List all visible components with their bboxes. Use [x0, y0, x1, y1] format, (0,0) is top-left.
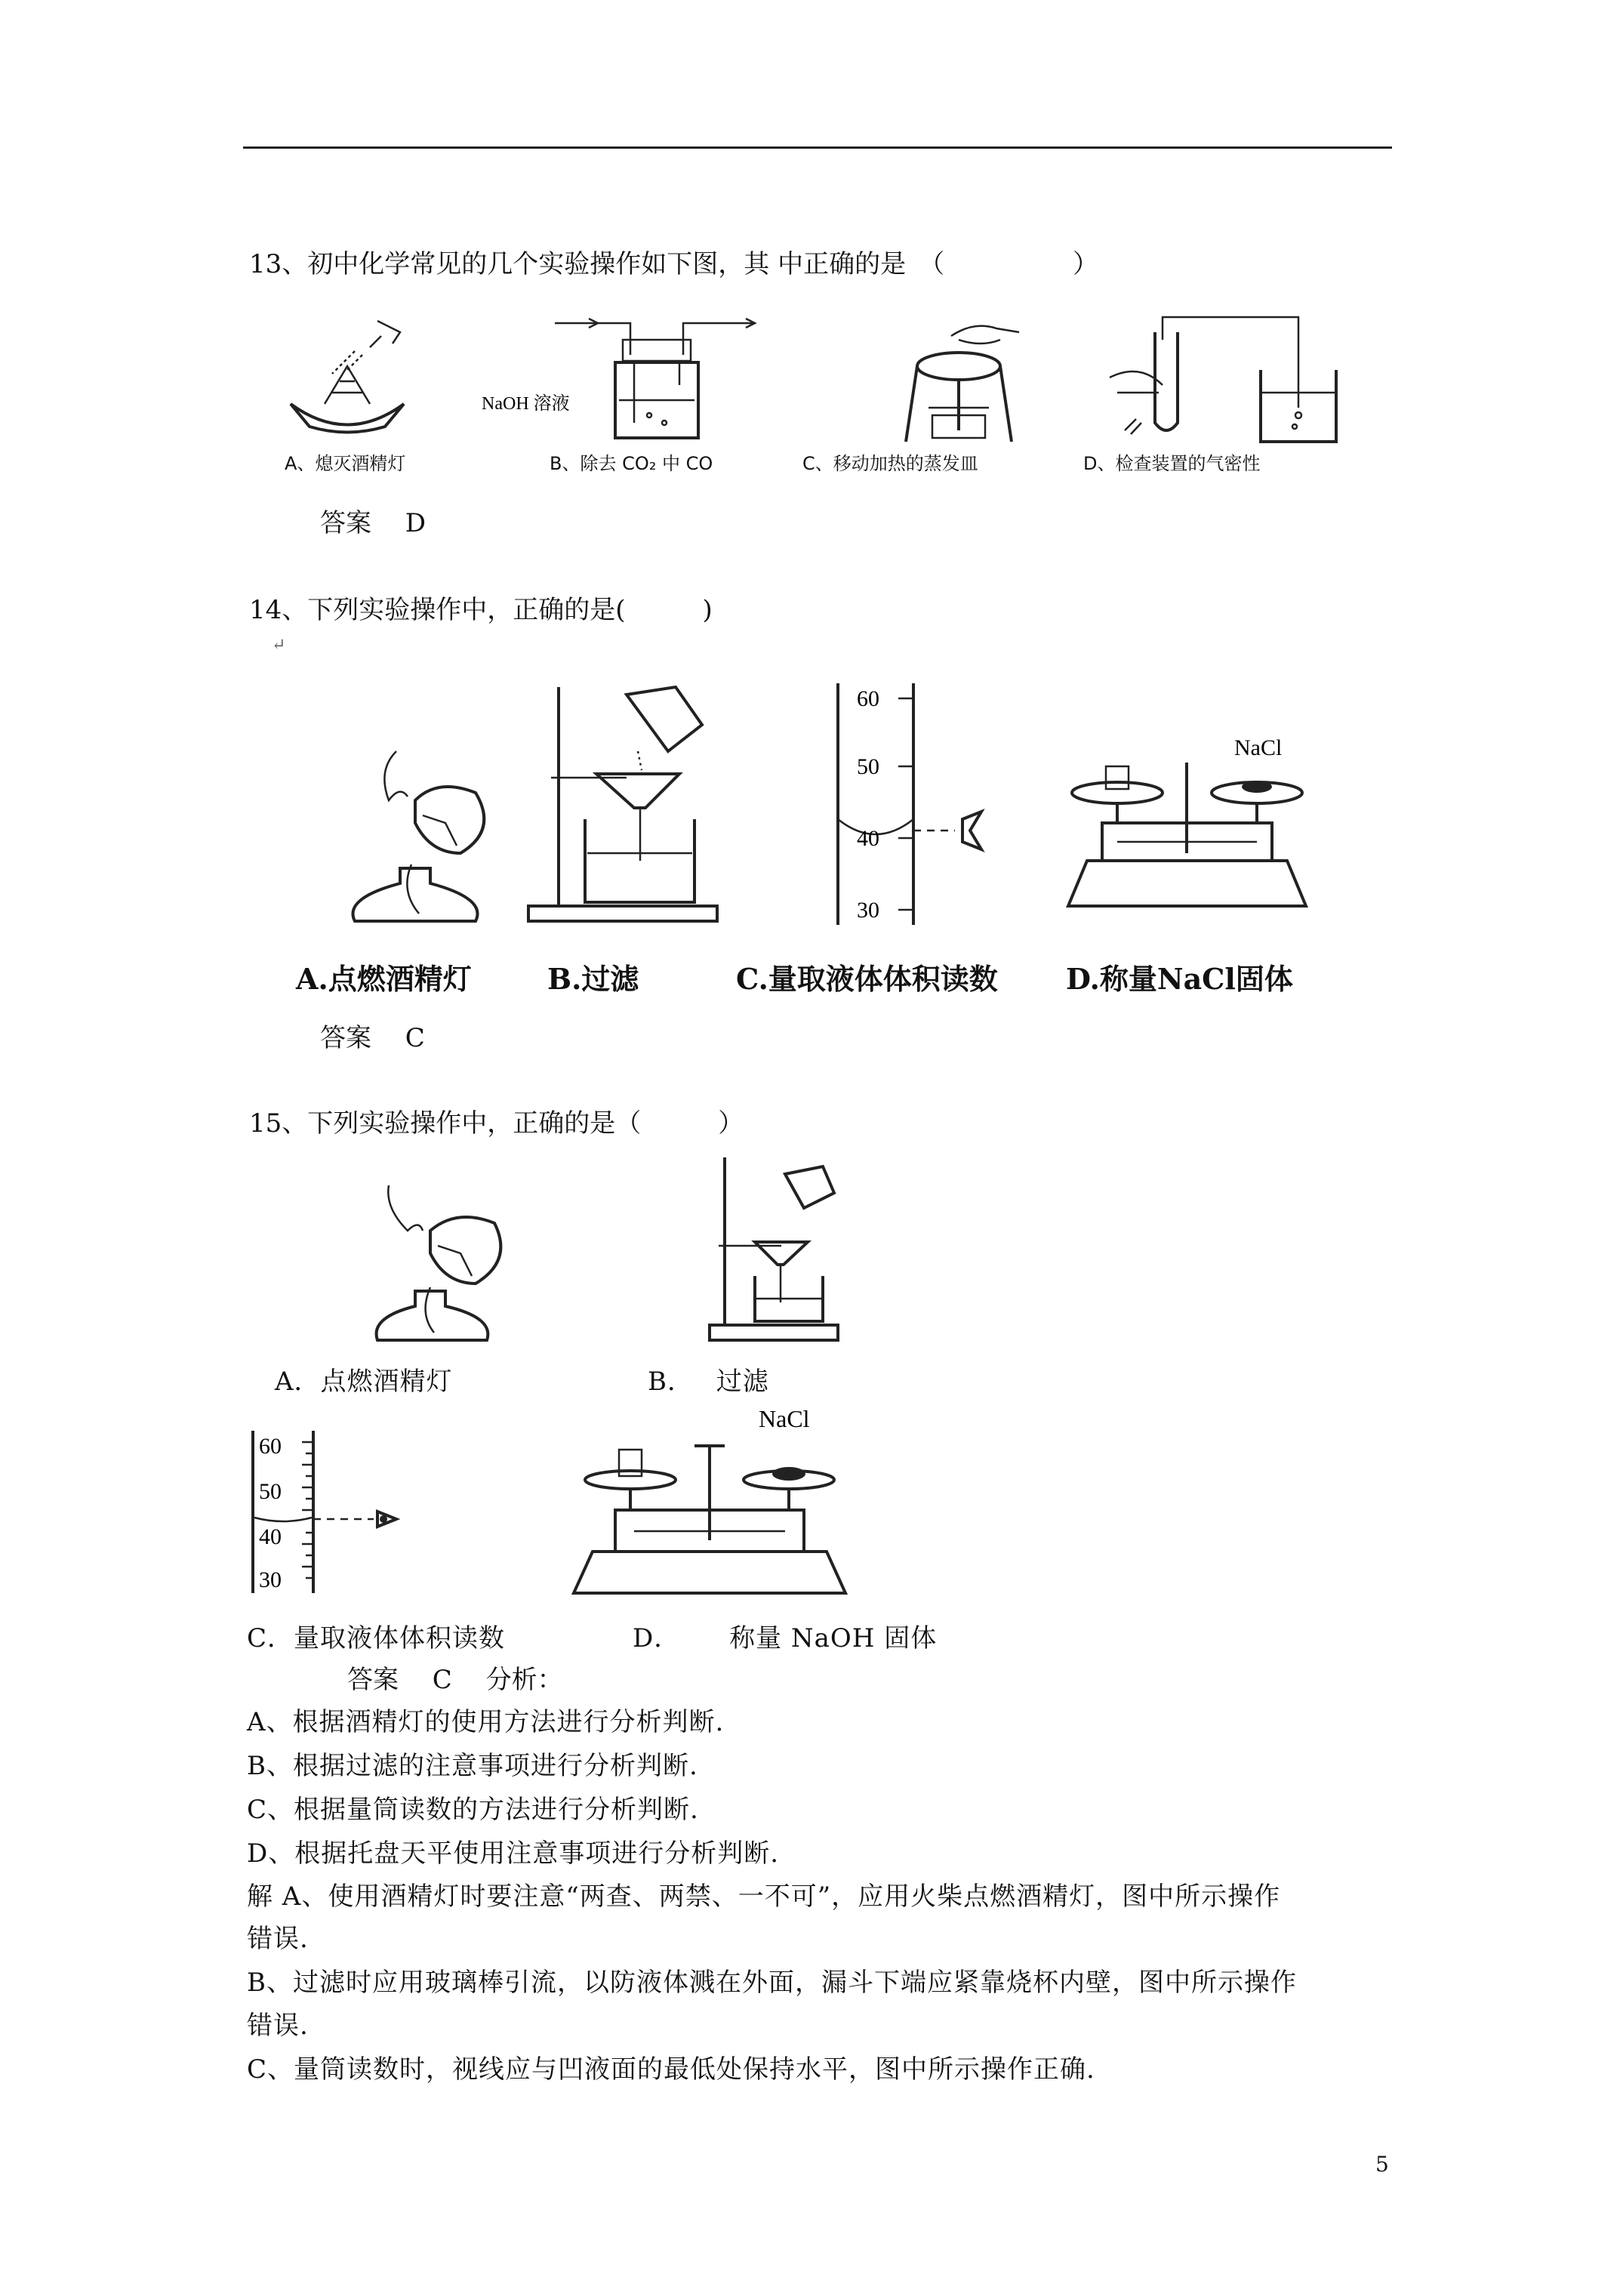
q15-figure-b	[702, 1151, 845, 1344]
q15-answer: 答案 C 分析：	[347, 1665, 563, 1695]
q15-cylinder-tick-60: 60	[259, 1434, 282, 1459]
question-13-title: 13、初中化学常见的几个实验操作如下图，其 中正确的是 （ ）	[249, 249, 1099, 279]
q15-caption-b: B． 过滤	[648, 1367, 769, 1397]
q14-cylinder-tick-60: 60	[857, 686, 879, 711]
q15-caption-c: C．量取液体体积读数	[247, 1623, 506, 1653]
question-14-title: 14、下列实验操作中，正确的是( )	[249, 595, 713, 625]
q15-figure-c	[245, 1427, 427, 1597]
q15-figure-a	[362, 1178, 521, 1348]
q14-cylinder-tick-40: 40	[857, 826, 879, 851]
q13-figure-d	[1095, 302, 1344, 453]
question-15-title: 15、下列实验操作中，正确的是（ ）	[249, 1108, 744, 1139]
q14-caption-b: B.过滤	[547, 962, 639, 996]
header-rule	[243, 146, 1392, 149]
q15-caption-d: D． 称量 NaOH 固体	[633, 1623, 938, 1653]
solution-line-4: 错误.	[247, 2011, 309, 2041]
solution-line-3: B、过滤时应用玻璃棒引流，以防液体溅在外面，漏斗下端应紧靠烧杯内壁，图中所示操作	[247, 1968, 1297, 1998]
q15-cylinder-tick-30: 30	[259, 1567, 282, 1592]
q14-figure-c	[823, 676, 1012, 932]
q13-answer: 答案 D	[320, 508, 427, 538]
q13-caption-c: C、移动加热的蒸发皿	[802, 453, 978, 474]
q15-figure-d	[574, 1404, 853, 1601]
q14-nacl-label: NaCl	[1234, 735, 1283, 760]
q14-figure-d	[1064, 732, 1321, 929]
solution-line-5: C、量筒读数时，视线应与凹液面的最低处保持水平，图中所示操作正确.	[247, 2054, 1095, 2085]
q14-cylinder-tick-50: 50	[857, 754, 879, 779]
naoh-solution-label: NaOH 溶液	[482, 394, 570, 414]
q14-caption-d: D.称量NaCl固体	[1066, 962, 1293, 996]
q13-caption-b: B、除去 CO₂ 中 CO	[550, 453, 713, 474]
q14-figure-a	[325, 740, 506, 929]
q14-caption-a: A.点燃酒精灯	[296, 962, 472, 996]
q13-figure-c	[876, 310, 1049, 449]
q13-caption-d: D、检查装置的气密性	[1083, 453, 1261, 474]
q14-figure-b	[513, 680, 725, 929]
paragraph-mark: ↵	[272, 636, 286, 655]
q15-cylinder-tick-40: 40	[259, 1524, 282, 1549]
analysis-line-a: A、根据酒精灯的使用方法进行分析判断.	[247, 1707, 725, 1737]
q14-cylinder-tick-30: 30	[857, 898, 879, 923]
q15-caption-a: A．点燃酒精灯	[275, 1367, 453, 1397]
solution-line-2: 错误.	[247, 1924, 309, 1954]
analysis-line-d: D、根据托盘天平使用注意事项进行分析判断.	[247, 1838, 780, 1869]
q15-cylinder-tick-50: 50	[259, 1479, 282, 1504]
solution-line-1: 解 A、使用酒精灯时要注意“两查、两禁、一不可”，应用火柴点燃酒精灯，图中所示操作	[247, 1881, 1281, 1912]
analysis-line-b: B、根据过滤的注意事项进行分析判断.	[247, 1751, 698, 1781]
page-number: 5	[1375, 2152, 1389, 2177]
q13-figure-b	[482, 310, 762, 449]
q15-nacl-label: NaCl	[759, 1405, 810, 1432]
q13-figure-a	[279, 313, 430, 449]
q14-answer: 答案 C	[320, 1023, 425, 1053]
q13-caption-a: A、熄灭酒精灯	[285, 453, 406, 474]
q14-caption-c: C.量取液体体积读数	[736, 962, 998, 996]
analysis-line-c: C、根据量筒读数的方法进行分析判断.	[247, 1795, 699, 1825]
